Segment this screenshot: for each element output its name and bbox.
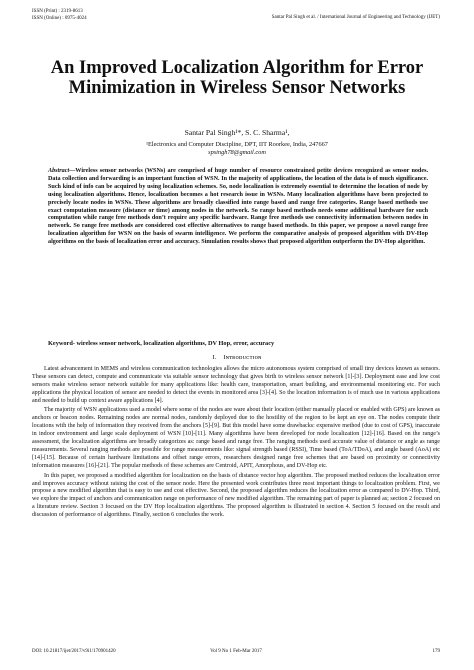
- doi: DOI: 10.21817/ijet/2017/v9i1/170901420: [32, 649, 116, 654]
- author-line: Santar Pal Singh¹*, S. C. Sharma¹,: [184, 128, 290, 137]
- body-paragraph: The majority of WSN applications used a model where some of the nodes are ware about their location (either manually placed or enabled with GPS) are known as anchors or beacon nodes. Remaining nodes are normal nodes, randomly deployed due to the hostility of the region to be kept an eye on. The nodes compute their locations with the help of information they received from the anchors [5]-[9]. But this model have some drawbacks: expensive method (due to cost of GPS), inaccurate in indoor environment and large scale deployment of WSN [10]-[11]. Many algorithms have been developed for node localization [12]-[16]. Based on the range’s assessment, the localization algorithms are broadly categorizes as: range based and range free. The ranging methods used accurate value of distance or angle as range measurements. Several ranging methods are possible for range measurements like: signal strength based (RSSI), Time based (ToA/TDoA), and angle based (AoA) etc [14]-[15]. Because of certain hardware limitations and offset range errors, researchers designed range free schemes that are based on proximity or connectivity information measures [16]-[21]. The popular methods of these schemes are Centroid, APIT, Amorphous, and DV-Hop etc.: [32, 407, 440, 470]
- keywords: Keyword- wireless sensor network, localization algorithms, DV Hop, error, accuracy: [48, 340, 275, 347]
- paper-title: An Improved Localization Algorithm for Error Minimization in Wireless Sensor Networks: [50, 58, 424, 98]
- affiliation-block: [0, 141, 474, 157]
- page-footer: [32, 649, 440, 657]
- volume-info: Vol 9 No 1 Feb-Mar 2017: [210, 649, 262, 654]
- body-paragraph: In this paper, we proposed a modified algorithm for localization on the basis of distance vector hop algorithm. The proposed method reduces the localization error and improves accuracy without raising the cost of the sensor node. Here the presented work contributes three most important things to localization problem. First, we propose a new modified algorithm that is easy to use and cost effective. Second, the proposed algorithm reduces the localization error as compared to DV-Hop. Third, we explore the impact of anchors and communication range on performance of new modified algorithm. The remaining part of paper is planned as; section 2 focused on a literature review. Section 3 focused on the DV Hop localization algorithms. The proposed algorithm is illustrated in section 4. Section 5 focused on the result and discussion of performance of algorithms. Finally, section 6 concludes the work.: [32, 472, 440, 519]
- affiliation: ¹Electronics and Computer Discipline, DPT, IIT Roorkee, India, 247667: [146, 141, 328, 148]
- issn-print: ISSN (Print) : 2319-8613: [32, 9, 83, 14]
- page-number: 179: [432, 649, 440, 654]
- issn-block: [32, 9, 87, 22]
- body-paragraph: Latest advancement in MEMS and wireless communication technologies allows the micro autonomous system comprised of small tiny devices known as sensors. These sensors can detect, compute and communicate via suitable sensor technology that gives birth to wireless sensor network [1]-[3]. Deployment ease and low cost sensors make wireless sensor network suitable for many applications like: health care, transportation, smart building, and environmental monitoring etc. For such applications the physical location of sensor are needed to detect the events in monitored area [3]-[4]. So the location information is of much use in various applications and needed to build up context aware applications [4].: [32, 366, 440, 404]
- section-heading-introduction: I. Iɴᴛʀᴏᴅᴜᴄᴛɪᴏɴ: [212, 354, 262, 361]
- abstract: [48, 168, 428, 247]
- author-email: spsingh78@gmail.com: [208, 149, 266, 156]
- introduction-body: [32, 366, 440, 522]
- abstract-text: —Wireless sensor networks (WSNs) are comprised of huge number of resource constrained petite devices recognized as sensor nodes. Data collection and forwarding is an important function of WSN. In the majority of applications, the location of the data is of much significance. Such kind of info can be acquired by using localization schemes. So, node localization is extremely essential to determine the location of node by using localization algorithms. Hence, localization becomes a hot research issue in WSNs. Many localization algorithms have been projected to precisely locate nodes in WSNs. These algorithms are broadly classified into range based and range free categories. Range based methods use exact computation measure (distance or time) among nodes in the network. So range based methods needs some additional hardware for such computation while range free methods don’t require any specific hardware. Range free methods use connectivity information between nodes in network. So range free methods are considered cost effective alternatives to range based methods. In this paper, we propose a novel range free localization algorithm for WSN on the basis of swarm intelligence. We perform the comparative analysis of proposed algorithm with DV-Hop algorithms on the basis of localization error and accuracy. Simulation results shows that proposed algorithm outperform the DV-Hop algorithm.: [48, 168, 428, 246]
- abstract-lead: Abstract: [48, 168, 70, 174]
- journal-running-head: Santar Pal Singh et al. / International Journal of Engineering and Technology (IJET): [271, 15, 440, 20]
- issn-online: ISSN (Online) : 0975-4024: [32, 15, 87, 21]
